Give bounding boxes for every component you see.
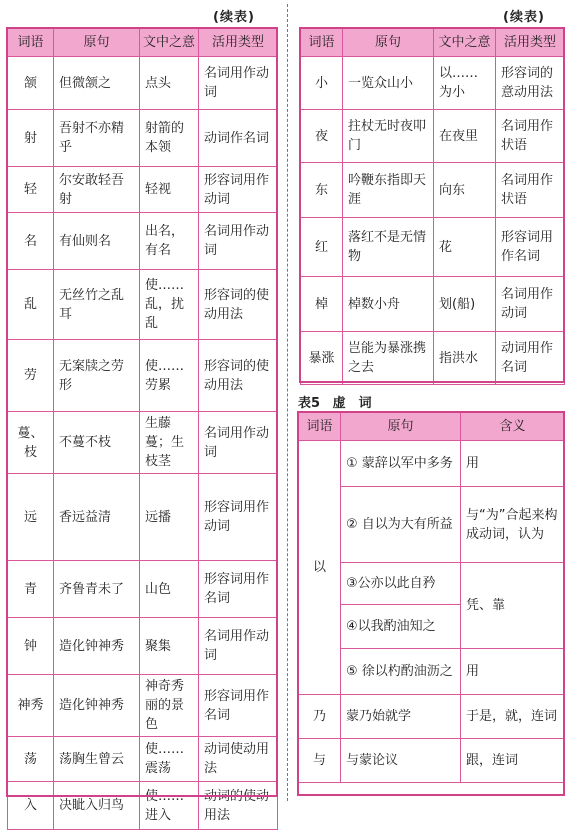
word-cell: 荡: [8, 737, 54, 782]
meaning-cell: 远播: [140, 474, 199, 561]
sentence-cell: 岂能为暴涨携之去: [343, 332, 434, 385]
sentence-cell: ⑤ 徐以杓酌油沥之: [341, 649, 461, 695]
meaning-cell: 向东: [434, 163, 496, 218]
sentence-cell: 蒙乃始就学: [341, 695, 461, 739]
usage-cell: 动词使动用法: [199, 737, 278, 782]
table-row: [8, 340, 278, 412]
usage-cell: 形容词用作名词: [199, 561, 278, 618]
header-cell: 词语: [299, 413, 341, 441]
word-cell: 红: [301, 218, 343, 277]
table-row: [299, 695, 565, 739]
meaning-cell: 使……进入: [140, 782, 199, 830]
usage-cell: 形容词用作动词: [199, 167, 278, 213]
column-divider: [287, 4, 288, 801]
table-header-row: [8, 29, 278, 57]
table-row: [8, 474, 278, 561]
table-row: [8, 618, 278, 675]
sentence-cell: 棹数小舟: [343, 277, 434, 332]
meaning-cell: 神奇秀丽的景色: [140, 675, 199, 737]
meaning-cell: 跟，连词: [461, 739, 565, 783]
word-cell: 蔓、枝: [8, 412, 54, 474]
header-cell: 含义: [461, 413, 565, 441]
table-row: [8, 675, 278, 737]
usage-cell: 名词用作动词: [199, 213, 278, 270]
usage-cell: 动词作名词: [199, 110, 278, 167]
usage-cell: 形容词用作动词: [199, 474, 278, 561]
usage-cell: 形容词的使动用法: [199, 340, 278, 412]
meaning-cell: 用: [461, 441, 565, 487]
usage-cell: 形容词用作名词: [199, 675, 278, 737]
meaning-cell: 山色: [140, 561, 199, 618]
sentence-cell: ④以我酌油知之: [341, 605, 461, 649]
sentence-cell: 吟鞭东指即天涯: [343, 163, 434, 218]
sentence-cell: 落红不是无情物: [343, 218, 434, 277]
sentence-cell: ③公亦以此自矜: [341, 563, 461, 605]
table5-title: 虚 词: [332, 396, 372, 411]
sentence-cell: 与蒙论议: [341, 739, 461, 783]
table-row: [8, 270, 278, 340]
meaning-cell: 生藤蔓；生枝茎: [140, 412, 199, 474]
word-cell: 以: [299, 441, 341, 695]
table-row: [8, 213, 278, 270]
sentence-cell: 有仙则名: [54, 213, 140, 270]
meaning-cell: 轻视: [140, 167, 199, 213]
sentence-cell: 荡胸生曾云: [54, 737, 140, 782]
meaning-cell: 指洪水: [434, 332, 496, 385]
meaning-cell: 使……震荡: [140, 737, 199, 782]
meaning-cell: 出名，有名: [140, 213, 199, 270]
header-cell: 原句: [54, 29, 140, 57]
sentence-cell: 但微颔之: [54, 57, 140, 110]
table-header-row: [301, 29, 565, 57]
meaning-cell: 凭、靠: [461, 563, 565, 649]
meaning-cell: 于是，就，连词: [461, 695, 565, 739]
sentence-cell: 香远益清: [54, 474, 140, 561]
table-row: [8, 737, 278, 782]
word-cell: 轻: [8, 167, 54, 213]
word-cell: 暴涨: [301, 332, 343, 385]
sentence-cell: 造化钟神秀: [54, 675, 140, 737]
continued-label-right: (续表): [503, 10, 545, 25]
table-row: [8, 167, 278, 213]
function-words-table: [298, 412, 565, 783]
table-row: [8, 57, 278, 110]
word-cell: 东: [301, 163, 343, 218]
sentence-cell: 不蔓不枝: [54, 412, 140, 474]
header-cell: 活用类型: [496, 29, 565, 57]
sentence-cell: ② 自以为大有所益: [341, 487, 461, 563]
sentence-cell: 决眦入归鸟: [54, 782, 140, 830]
word-cell: 乱: [8, 270, 54, 340]
meaning-cell: 在夜里: [434, 110, 496, 163]
header-cell: 原句: [341, 413, 461, 441]
sentence-cell: 吾射不亦精乎: [54, 110, 140, 167]
usage-cell: 名词用作状语: [496, 163, 565, 218]
word-cell: 小: [301, 57, 343, 110]
sentence-cell: 一览众山小: [343, 57, 434, 110]
header-cell: 词语: [8, 29, 54, 57]
sentence-cell: 无丝竹之乱耳: [54, 270, 140, 340]
left-table: [7, 28, 278, 830]
meaning-cell: 与“为”合起来构成动词，认为: [461, 487, 565, 563]
meaning-cell: 聚集: [140, 618, 199, 675]
word-cell: 乃: [299, 695, 341, 739]
meaning-cell: 花: [434, 218, 496, 277]
usage-cell: 名词用作动词: [199, 57, 278, 110]
sentence-cell: 齐鲁青未了: [54, 561, 140, 618]
word-cell: 名: [8, 213, 54, 270]
usage-cell: 名词用作动词: [496, 277, 565, 332]
usage-cell: 名词用作动词: [199, 618, 278, 675]
right-table: [300, 28, 565, 385]
table-row: [301, 332, 565, 385]
word-cell: 钟: [8, 618, 54, 675]
table-row: [301, 110, 565, 163]
sentence-cell: 尔安敢轻吾射: [54, 167, 140, 213]
meaning-cell: 射箭的本领: [140, 110, 199, 167]
meaning-cell: 使……乱，扰乱: [140, 270, 199, 340]
word-cell: 射: [8, 110, 54, 167]
sentence-cell: 无案牍之劳形: [54, 340, 140, 412]
meaning-cell: 点头: [140, 57, 199, 110]
table-row: [8, 412, 278, 474]
sentence-cell: ① 蒙辞以军中多务: [341, 441, 461, 487]
continued-label-left: (续表): [213, 10, 255, 25]
table-row: [301, 163, 565, 218]
meaning-cell: 划(船): [434, 277, 496, 332]
word-cell: 夜: [301, 110, 343, 163]
header-cell: 词语: [301, 29, 343, 57]
word-cell: 劳: [8, 340, 54, 412]
header-cell: 活用类型: [199, 29, 278, 57]
meaning-cell: 使……劳累: [140, 340, 199, 412]
usage-cell: 形容词的使动用法: [199, 270, 278, 340]
header-cell: 原句: [343, 29, 434, 57]
meaning-cell: 以……为小: [434, 57, 496, 110]
header-cell: 文中之意: [434, 29, 496, 57]
usage-cell: 名词用作动词: [199, 412, 278, 474]
table-row: [8, 561, 278, 618]
table-row: [301, 277, 565, 332]
sentence-cell: 造化钟神秀: [54, 618, 140, 675]
table-row: [299, 441, 565, 487]
usage-cell: 形容词用作名词: [496, 218, 565, 277]
usage-cell: 名词用作状语: [496, 110, 565, 163]
table-row: [299, 739, 565, 783]
word-cell: 与: [299, 739, 341, 783]
word-cell: 颔: [8, 57, 54, 110]
word-cell: 神秀: [8, 675, 54, 737]
word-cell: 远: [8, 474, 54, 561]
usage-cell: 动词用作名词: [496, 332, 565, 385]
table-row: [8, 782, 278, 830]
word-cell: 入: [8, 782, 54, 830]
table-row: [301, 57, 565, 110]
usage-cell: 形容词的意动用法: [496, 57, 565, 110]
table5-caption: [298, 392, 372, 411]
table5-label: 表5: [298, 396, 321, 411]
usage-cell: 动词的使动用法: [199, 782, 278, 830]
word-cell: 棹: [301, 277, 343, 332]
table-row: [8, 110, 278, 167]
word-cell: 青: [8, 561, 54, 618]
sentence-cell: 拄杖无时夜叩门: [343, 110, 434, 163]
meaning-cell: 用: [461, 649, 565, 695]
header-cell: 文中之意: [140, 29, 199, 57]
table-header-row: [299, 413, 565, 441]
table-row: [301, 218, 565, 277]
